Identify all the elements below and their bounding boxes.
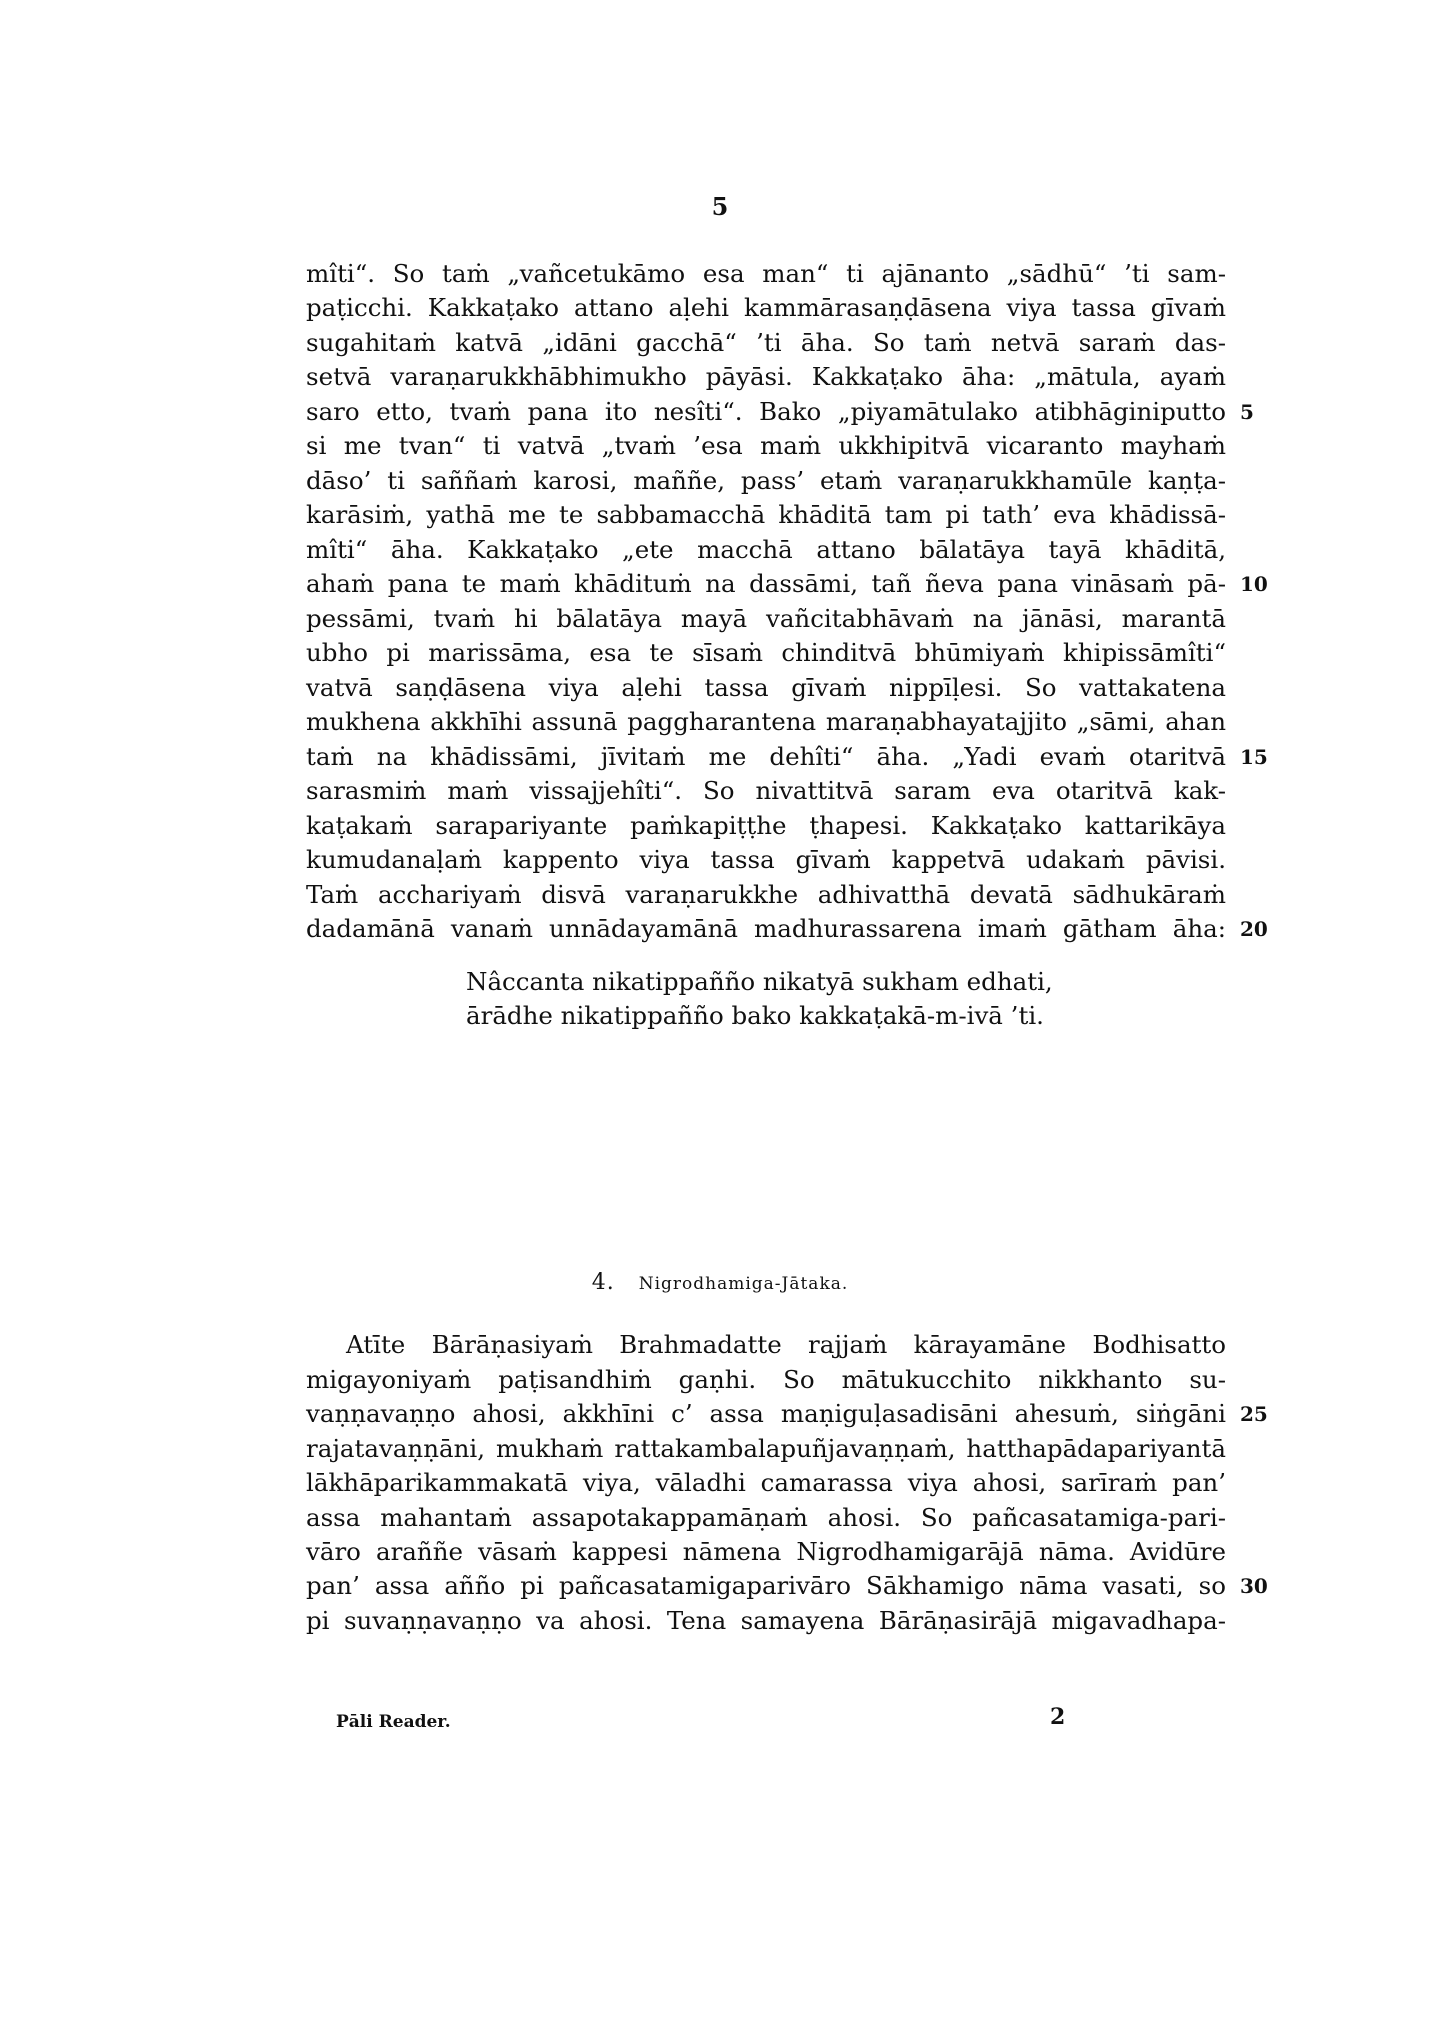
margin-line-number: 10 — [1240, 572, 1268, 596]
verse-line: Nâccanta nikatippañño nikatyā sukham edhati, — [466, 967, 1053, 996]
text-line: assa mahantaṁ assapotakappamāṇaṁ ahosi. So pañcasatamiga-pari- — [306, 1503, 1226, 1532]
text-line: migayoniyaṁ paṭisandhiṁ gaṇhi. So mātukucchito nikkhanto su- — [306, 1365, 1226, 1394]
text-line: mîti“. So taṁ „vañcetukāmo esa man“ ti ajānanto „sādhū“ ’ti sam- — [306, 259, 1226, 288]
text-line: sarasmiṁ maṁ vissajjehîti“. So nivattitvā saram eva otaritvā kak- — [306, 776, 1226, 805]
margin-line-number: 30 — [1240, 1574, 1268, 1598]
text-line: taṁ na khādissāmi, jīvitaṁ me dehîti“ āha. „Yadi evaṁ otaritvā — [306, 742, 1226, 771]
text-line: setvā varaṇarukkhābhimukho pāyāsi. Kakkaṭako āha: „mātula, ayaṁ — [306, 362, 1226, 391]
text-line: rajatavaṇṇāni, mukhaṁ rattakambalapuñjavaṇṇaṁ, hatthapādapariyantā — [306, 1434, 1226, 1463]
text-line: karāsiṁ, yathā me te sabbamacchā khāditā tam pi tath’ eva khādissā- — [306, 500, 1226, 529]
text-line: pessāmi, tvaṁ hi bālatāya mayā vañcitabhāvaṁ na jānāsi, marantā — [306, 604, 1226, 633]
text-line: lākhāparikammakatā viya, vāladhi camarassa viya ahosi, sarīraṁ pan’ — [306, 1468, 1226, 1497]
text-line: dāso’ ti saññaṁ karosi, maññe, pass’ etaṁ varaṇarukkhamūle kaṇṭa- — [306, 466, 1226, 495]
section-title: Nigrodhamiga-Jātaka. — [638, 1274, 849, 1294]
text-line: pan’ assa añño pi pañcasatamigaparivāro Sākhamigo nāma vasati, so — [306, 1571, 1226, 1600]
text-line: mîti“ āha. Kakkaṭako „ete macchā attano bālatāya tayā khāditā, — [306, 535, 1226, 564]
book-title-footer: Pāli Reader. — [336, 1712, 451, 1732]
text-line: Taṁ acchariyaṁ disvā varaṇarukkhe adhivatthā devatā sādhukāraṁ — [306, 880, 1226, 909]
text-line: vatvā saṇḍāsena viya aḷehi tassa gīvaṁ nippīḷesi. So vattakatena — [306, 673, 1226, 702]
text-line: si me tvan“ ti vatvā „tvaṁ ’esa maṁ ukkhipitvā vicaranto mayhaṁ — [306, 431, 1226, 460]
text-line: sugahitaṁ katvā „idāni gacchā“ ’ti āha. So taṁ netvā saraṁ das- — [306, 328, 1226, 357]
text-line: dadamānā vanaṁ unnādayamānā madhurassarena imaṁ gātham āha: — [306, 914, 1226, 943]
text-line: ahaṁ pana te maṁ khādituṁ na dassāmi, tañ ñeva pana vināsaṁ pā- — [306, 569, 1226, 598]
text-line: vaṇṇavaṇṇo ahosi, akkhīni c’ assa maṇiguḷasadisāni ahesuṁ, siṅgāni — [306, 1399, 1226, 1428]
text-line: kumudanaḷaṁ kappento viya tassa gīvaṁ kappetvā udakaṁ pāvisi. — [306, 845, 1226, 874]
text-line: pi suvaṇṇavaṇṇo va ahosi. Tena samayena Bārāṇasirājā migavadhapa- — [306, 1606, 1226, 1635]
margin-line-number: 20 — [1240, 917, 1268, 941]
text-line: kaṭakaṁ sarapariyante paṁkapiṭṭhe ṭhapesi. Kakkaṭako kattarikāya — [306, 811, 1226, 840]
text-line: ubho pi marissāma, esa te sīsaṁ chinditvā bhūmiyaṁ khipissāmîti“ — [306, 638, 1226, 667]
text-line: paṭicchi. Kakkaṭako attano aḷehi kammārasaṇḍāsena viya tassa gīvaṁ — [306, 293, 1226, 322]
signature-mark: 2 — [1050, 1704, 1066, 1730]
margin-line-number: 25 — [1240, 1402, 1268, 1426]
text-line: vāro araññe vāsaṁ kappesi nāmena Nigrodhamigarājā nāma. Avidūre — [306, 1537, 1226, 1566]
text-line: saro etto, tvaṁ pana ito nesîti“. Bako „piyamātulako atibhāginiputto — [306, 397, 1226, 426]
margin-line-number: 15 — [1240, 745, 1268, 769]
margin-line-number: 5 — [1240, 400, 1254, 424]
section-heading — [0, 1270, 1440, 1295]
text-line: Atīte Bārāṇasiyaṁ Brahmadatte rajjaṁ kārayamāne Bodhisatto — [346, 1330, 1226, 1359]
text-line: mukhena akkhīhi assunā paggharantena maraṇabhayatajjito „sāmi, ahan — [306, 707, 1226, 736]
verse-line: ārādhe nikatippañño bako kakkaṭakā-m-ivā ’ti. — [466, 1001, 1044, 1030]
page-number: 5 — [711, 192, 729, 221]
section-number: 4. — [591, 1270, 615, 1295]
